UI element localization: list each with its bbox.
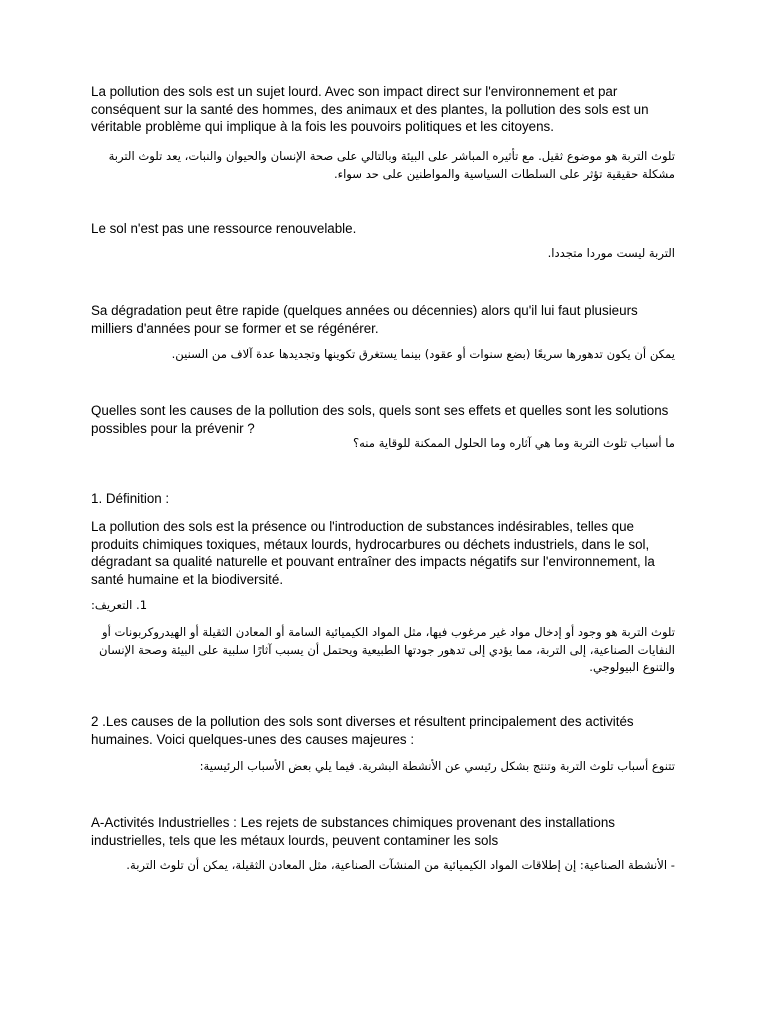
industrial-paragraph-ar: - الأنشطة الصناعية: إن إطلاقات المواد الكيميائية من المنشآت الصناعية، مثل المعادن الثقيلة، يمكن أن تلوث التربة. [126,858,675,872]
question-paragraph-fr: Quelles sont les causes de la pollution des sols, quels sont ses effets et quelles sont les solutions possibles pour la prévenir ? [91,403,669,436]
definition-paragraph-ar: تلوث التربة هو وجود أو إدخال مواد غير مرغوب فيها، مثل المواد الكيميائية السامة أو المعادن الثقيلة أو الهيدروكربونات أو النفايات الصناعية، إلى التربة، مما يؤدي إلى تدهور جودتها الطبيعية ويحتمل أن يسبب آثارًا سلبية على البيئة وصحة الإنسان والتنوع البيولوجي. [99,625,675,674]
degradation-paragraph-ar: يمكن أن يكون تدهورها سريعًا (بضع سنوات أو عقود) بينما يستغرق تكوينها وتجديدها عدة آلاف من السنين. [171,347,675,361]
causes-paragraph-fr: 2 .Les causes de la pollution des sols sont diverses et résultent principalement des activités humaines. Voici quelques-unes des causes majeures : [91,714,634,747]
degradation-paragraph-fr: Sa dégradation peut être rapide (quelques années ou décennies) alors qu'il lui faut plusieurs milliers d'années pour se former et se régénérer. [91,303,638,336]
intro-paragraph-fr: La pollution des sols est un sujet lourd. Avec son impact direct sur l'environnement et par conséquent sur la santé des hommes, des animaux et des plantes, la pollution des sols est un véritable problème qui implique à la fois les pouvoirs politiques et les citoyens. [91,84,649,134]
definition-heading-fr: 1. Définition : [91,491,170,506]
industrial-paragraph-fr: A-Activités Industrielles : Les rejets de substances chimiques provenant des installations industrielles, tels que les métaux lourds, peuvent contaminer les sols [91,815,615,848]
resource-paragraph-fr: Le sol n'est pas une ressource renouvelable. [91,221,357,236]
causes-paragraph-ar: تتنوع أسباب تلوث التربة وتنتج بشكل رئيسي عن الأنشطة البشرية. فيما يلي بعض الأسباب الرئيسية: [199,759,675,773]
definition-heading-ar: 1. التعريف: [91,598,148,612]
definition-paragraph-fr: La pollution des sols est la présence ou l'introduction de substances indésirables, telles que produits chimiques toxiques, métaux lourds, hydrocarbures ou déchets industriels, dans le sol, dégradant sa qualité naturelle et pouvant entraîner des impacts négatifs sur l'environnement, la santé humaine et la biodiversité. [91,519,655,587]
intro-paragraph-ar: تلوث التربة هو موضوع ثقيل. مع تأثيره المباشر على البيئة وبالتالي على صحة الإنسان والحيوان والنبات، يعد تلوث التربة مشكلة حقيقية تؤثر على السلطات السياسية والمواطنين على حد سواء. [108,149,675,181]
resource-paragraph-ar: التربة ليست موردا متجددا. [547,246,675,260]
question-paragraph-ar: ما أسباب تلوث التربة وما هي آثاره وما الحلول الممكنة للوقاية منه؟ [352,436,675,450]
